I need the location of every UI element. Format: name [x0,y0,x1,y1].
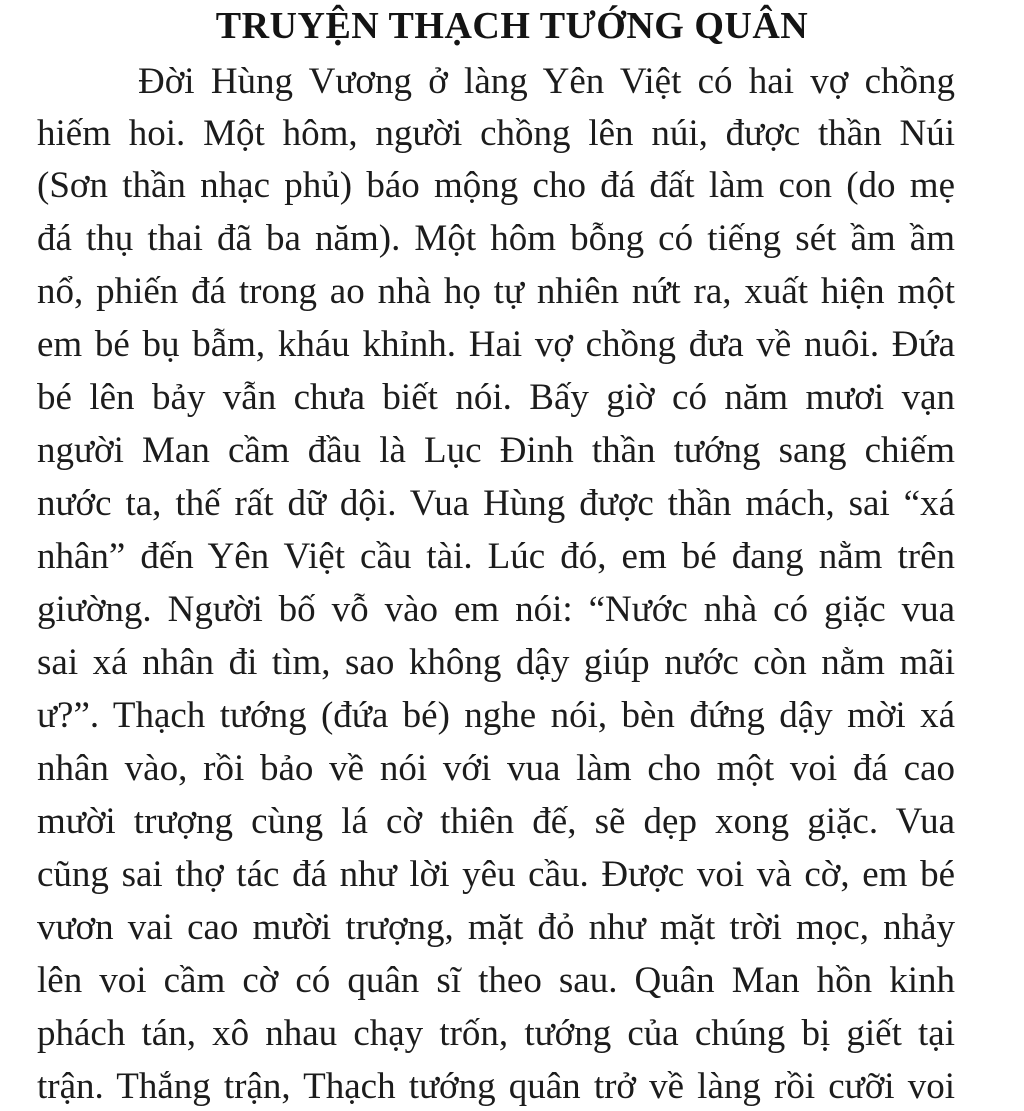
paragraph-line: phách tán, xô nhau chạy trốn, tướng của chúng bị giết tại [37,1013,955,1054]
paragraph-line: mười trượng cùng lá cờ thiên đế, sẽ dẹp xong giặc. Vua [37,801,955,842]
paragraph-line: cũng sai thợ tác đá như lời yêu cầu. Được voi và cờ, em bé [37,854,955,895]
paragraph-line: người Man cầm đầu là Lục Đinh thần tướng sang chiếm [37,430,955,471]
paragraph-line: sai xá nhân đi tìm, sao không dậy giúp nước còn nằm mãi [37,642,955,683]
paragraph-line: giường. Người bố vỗ vào em nói: “Nước nhà có giặc vua [37,589,955,630]
paragraph-line: vươn vai cao mười trượng, mặt đỏ như mặt trời mọc, nhảy [37,907,955,948]
paragraph-line: bé lên bảy vẫn chưa biết nói. Bấy giờ có năm mươi vạn [37,377,955,418]
paragraph-line: hiếm hoi. Một hôm, người chồng lên núi, được thần Núi [37,113,955,154]
paragraph-line: Đời Hùng Vương ở làng Yên Việt có hai vợ chồng [138,61,955,102]
paragraph-line: em bé bụ bẫm, kháu khỉnh. Hai vợ chồng đưa về nuôi. Đứa [37,324,955,365]
paragraph-line: nổ, phiến đá trong ao nhà họ tự nhiên nứt ra, xuất hiện một [37,271,955,312]
paragraph-line: nước ta, thế rất dữ dội. Vua Hùng được thần mách, sai “xá [37,483,955,524]
paragraph-line: lên voi cầm cờ có quân sĩ theo sau. Quân Man hồn kinh [37,960,955,1001]
paragraph-line: trận. Thắng trận, Thạch tướng quân trở về làng rồi cưỡi voi [37,1066,955,1107]
paragraph-line: nhân” đến Yên Việt cầu tài. Lúc đó, em bé đang nằm trên [37,536,955,577]
paragraph-line: (Sơn thần nhạc phủ) báo mộng cho đá đất làm con (do mẹ [37,165,955,206]
paragraph-line: ư?”. Thạch tướng (đứa bé) nghe nói, bèn đứng dậy mời xá [37,695,955,736]
paragraph-line: nhân vào, rồi bảo về nói với vua làm cho một voi đá cao [37,748,955,789]
paragraph-line: đá thụ thai đã ba năm). Một hôm bỗng có tiếng sét ầm ầm [37,218,955,259]
document-title: TRUYỆN THẠCH TƯỚNG QUÂN [215,5,809,47]
